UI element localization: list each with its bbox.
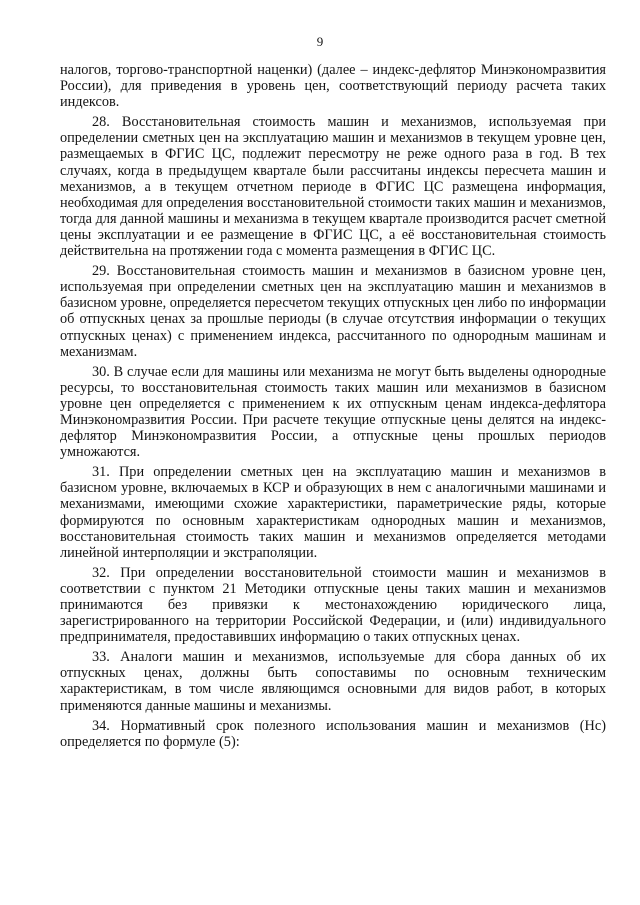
paragraph-28: 28. Восстановительная стоимость машин и механизмов, используемая при определении сметных цен на эксплуатацию машин и механизмов в текущем уровне цен, размещаемых в ФГИС ЦС, подлежит пересмотру не реже одного раза в год. В тех случаях, когда в предыдущем квартале были рассчитаны индексы пересчета машин и механизмов, а в текущем отчетном периоде в ФГИС ЦС размещена информация, необходимая для определения восстановительной стоимости таких машин и механизмов, тогда для данной машины и механизма в текущем квартале производится расчет сметной цены эксплуатации и ее размещение в ФГИС ЦС, а её восстановительная стоимость действительна на протяжении года с момента размещения в ФГИС ЦС. — [60, 114, 606, 260]
paragraph-33: 33. Аналоги машин и механизмов, используемые для сбора данных об их отпускных ценах, должны быть сопоставимы по основным техническим характеристикам, в том числе являющимся основными для видов работ, в которых применяются данные машины и механизмы. — [60, 649, 606, 714]
paragraph-30: 30. В случае если для машины или механизма не могут быть выделены однородные ресурсы, то восстановительная стоимость таких машин или механизмов в базисном уровне цен определяется с применением к их отпускным ценам индекса-дефлятора Минэкономразвития России. При расчете текущие отпускные цены делятся на индекс-дефлятор Минэкономразвития России, а отпускные цены прошлых периодов умножаются. — [60, 363, 606, 461]
paragraph-29: 29. Восстановительная стоимость машин и механизмов в базисном уровне цен, используемая при определении сметных цен на эксплуатацию машин и механизмов в базисном уровне, определяется пересчетом текущих отпускных цен либо по информации об отпускных ценах за прошлые периоды (в случае отсутствия информации о текущих отпускных ценах) с применением индекса, рассчитанного по однородным машинам и механизмам. — [60, 263, 606, 360]
paragraph-31: 31. При определении сметных цен на эксплуатацию машин и механизмов в базисном уровне, включаемых в КСР и образующих в нем с аналогичными машинами и механизмами, имеющими схожие характеристики, параметрические ряды, которые формируются по основным характеристикам однородных машин и механизмов, восстановительная стоимость таких машин и механизмов определяется методами линейной интерполяции и экстраполяции. — [60, 464, 606, 561]
page-number: 9 — [316, 34, 324, 49]
document-body — [60, 62, 606, 754]
paragraph-34: 34. Нормативный срок полезного использования машин и механизмов (Нс) определяется по формуле (5): — [60, 717, 606, 750]
paragraph-continuation: налогов, торгово-транспортной наценки) (далее – индекс-дефлятор Минэкономразвития России), для приведения в уровень цен, соответствующий периоду расчета таких индексов. — [60, 62, 606, 111]
paragraph-32: 32. При определении восстановительной стоимости машин и механизмов в соответствии с пунктом 21 Методики отпускные цены таких машин и механизмов принимаются без привязки к местонахождению юридического лица, зарегистрированного на территории Российской Федерации, и (или) индивидуального предпринимателя, предоставивших информацию о таких отпускных ценах. — [60, 564, 606, 646]
